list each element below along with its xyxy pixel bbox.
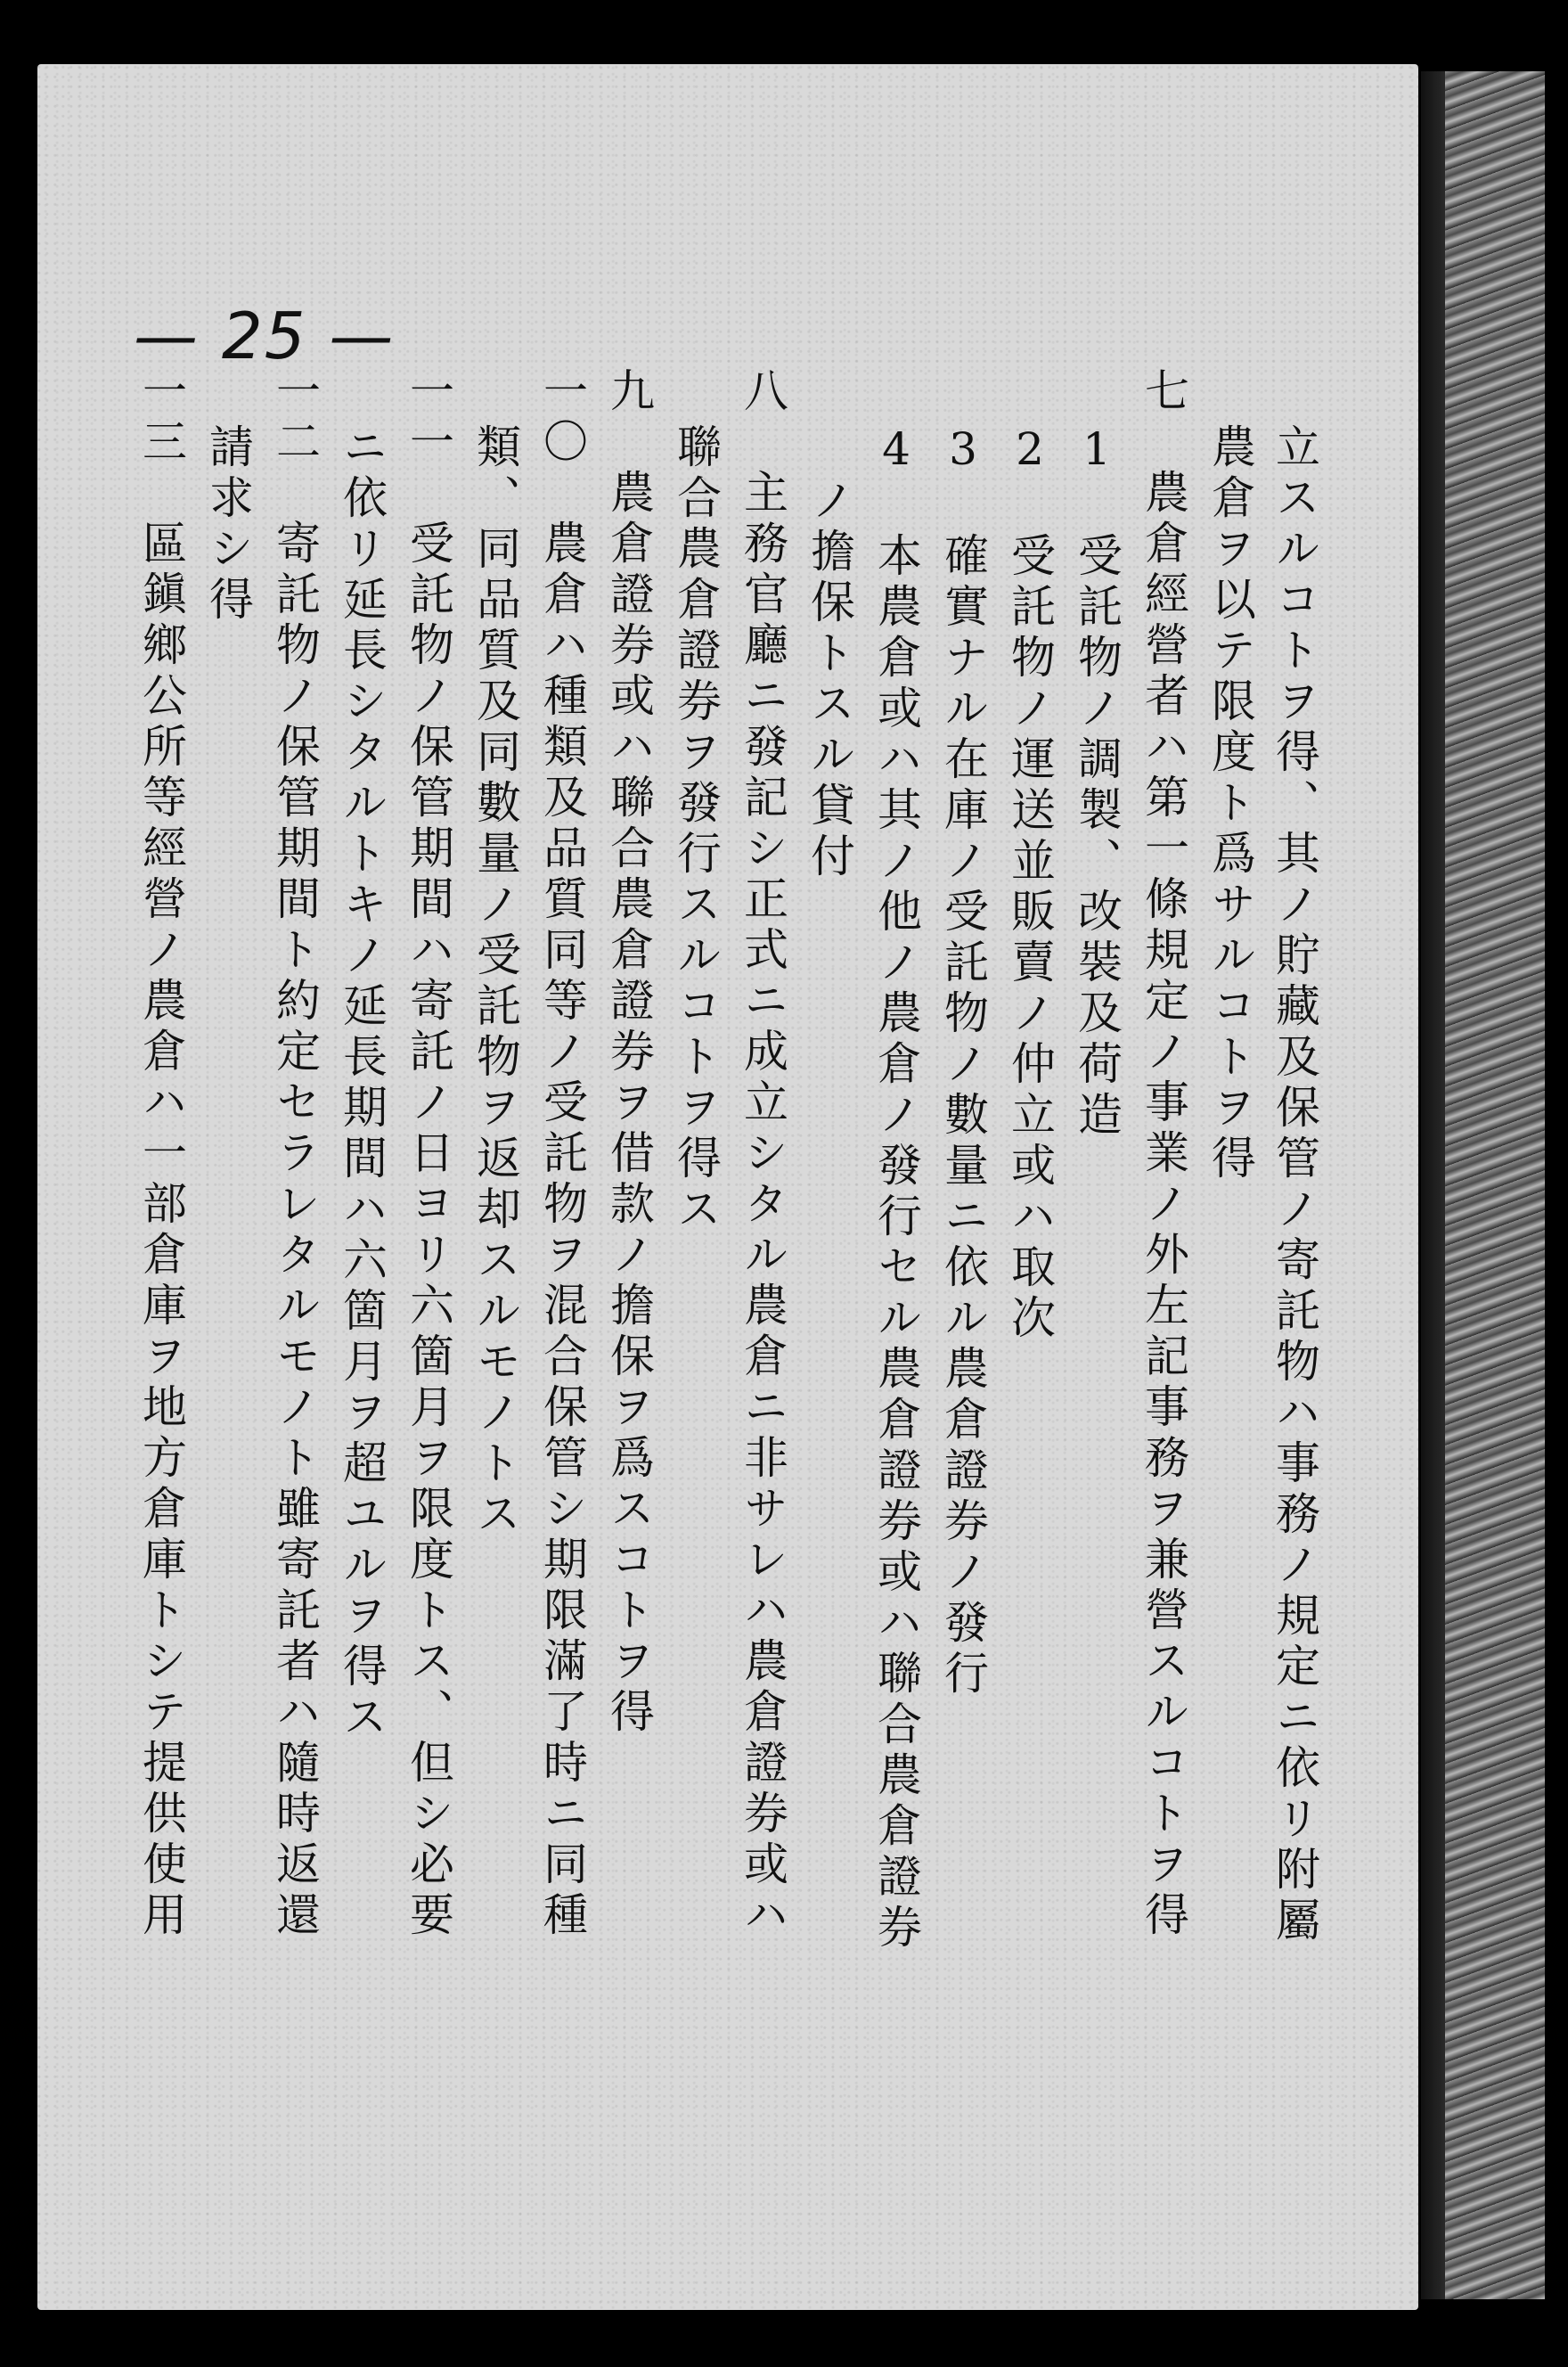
- text-column-9: 八 主務官廳ニ發記シ正式ニ成立シタル農倉ニ非サレハ農倉證券或ハ: [737, 367, 788, 1942]
- text-column-1: 立スルコトヲ得、其ノ貯藏及保管ノ寄託物ハ事務ノ規定ニ依リ附屬: [1269, 423, 1320, 1947]
- text-column-11: 九 農倉證券或ハ聯合農倉證券ヲ借款ノ擔保ヲ爲スコトヲ得: [603, 367, 655, 1739]
- book-binding-edge: [1421, 71, 1446, 2299]
- text-column-6: 3 確實ナル在庫ノ受託物ノ數量ニ依ル農倉證券ノ發行: [937, 423, 989, 1700]
- text-column-16: 一二 寄託物ノ保管期間ト約定セラレタルモノト雖寄託者ハ隨時返還: [269, 367, 321, 1942]
- text-column-14: 一一 受託物ノ保管期間ハ寄託ノ日ヨリ六箇月ヲ限度トス、但シ必要: [403, 367, 454, 1942]
- text-column-17: 請求シ得: [202, 423, 254, 627]
- text-column-7: 4 本農倉或ハ其ノ他ノ農倉ノ發行セル農倉證券或ハ聯合農倉證券: [870, 423, 922, 1954]
- page-number: — 25 —: [134, 299, 396, 373]
- text-column-12: 一〇 農倉ハ種類及品質同等ノ受託物ヲ混合保管シ期限滿了時ニ同種: [536, 367, 588, 1942]
- document-page: [37, 64, 1418, 2310]
- text-column-10: 聯合農倉證券ヲ發行スルコトヲ得ス: [670, 423, 722, 1236]
- text-column-5: 2 受託物ノ運送並販賣ノ仲立或ハ取次: [1004, 423, 1056, 1345]
- text-column-13: 類、同品質及同數量ノ受託物ヲ返却スルモノトス: [470, 423, 521, 1541]
- text-column-3: 七 農倉經營者ハ第一條規定ノ事業ノ外左記事務ヲ兼營スルコトヲ得: [1138, 367, 1189, 1942]
- text-column-2: 農倉ヲ以テ限度ト爲サルコトヲ得: [1205, 423, 1256, 1185]
- text-column-18: 一三 區鎭鄉公所等經營ノ農倉ハ一部倉庫ヲ地方倉庫トシテ提供使用: [135, 367, 187, 1942]
- text-column-15: ニ依リ延長シタルトキノ延長期間ハ六箇月ヲ超ユルヲ得ス: [336, 423, 388, 1744]
- adjacent-page-edge: [1445, 71, 1545, 2299]
- text-column-8: ノ擔保トスル貸付: [804, 477, 855, 883]
- text-column-4: 1 受託物ノ調製、改裝及荷造: [1071, 423, 1123, 1142]
